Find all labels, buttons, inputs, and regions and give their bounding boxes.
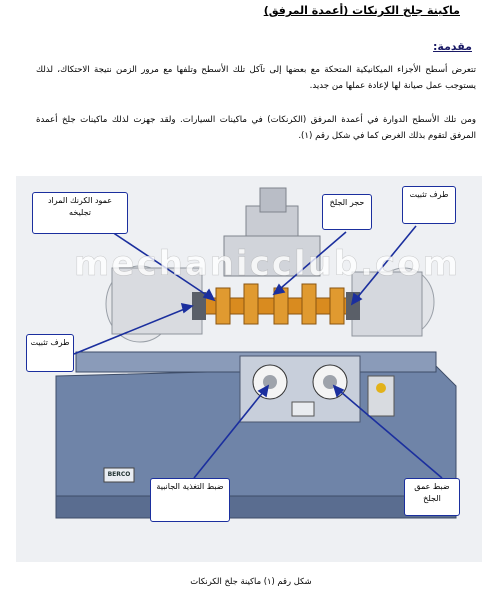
watermark-text: mechanicclub.com [73,244,460,284]
callout-tailstock-left: طرف تثبيت [26,334,74,372]
callout-side-feed: ضبط التغذية الجانبية [150,478,230,522]
callout-crankshaft: عمود الكرنك المراد تجليخه [32,192,128,234]
document-title: ماكينة جلخ الكرنكات (أعمدة المرفق) [263,4,460,17]
paragraph-1: تتعرض أسطح الأجزاء الميكانيكية المتحكة مع بعضها إلى تآكل تلك الأسطح وتلفها مع مرور الزمن نتيجة الاحتكاك، لذلك يستوجب عمل صيانة لها لإعادة عملها من جديد. [36,65,476,91]
callout-grinding-stone: حجر الجلخ [322,194,372,230]
figure-caption: شكل رقم (١) ماكينة جلخ الكرنكات [190,576,312,586]
paragraph-2: ومن تلك الأسطح الدوارة في أعمدة المرفق (الكرنكات) في ماكينات السيارات. ولقد جهزت لذلك ماكينات جلخ أعمدة المرفق لتقوم بذلك الغرض كما في شكل رقم (١). [36,115,476,141]
callout-grind-depth: ضبط عمق الجلخ [404,478,460,516]
intro-heading: مقدمة: [433,40,472,53]
machine-badge: BERCO [107,471,131,478]
callout-tailstock-right: طرف تثبيت [402,186,456,224]
